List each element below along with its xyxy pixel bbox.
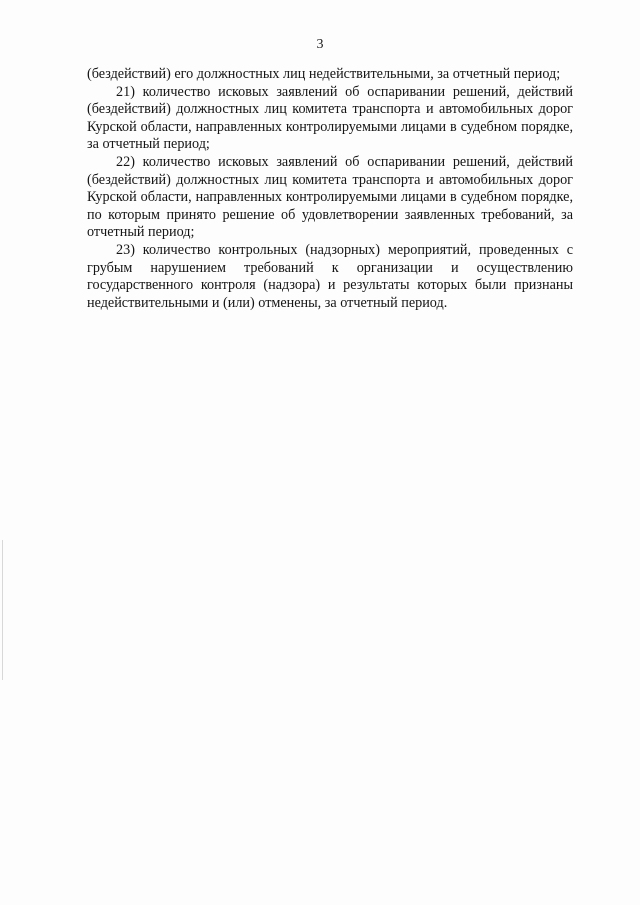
document-body bbox=[87, 66, 573, 312]
paragraph-item-21: 21) количество исковых заявлений об оспаривании решений, действий (бездействий) должностных лиц комитета транспорта и автомобильных дорог Курской области, направленных контролируемыми лицами в судебном порядке, за отчетный период; bbox=[87, 83, 573, 153]
scan-edge-mark bbox=[2, 540, 3, 680]
paragraph-item-23: 23) количество контрольных (надзорных) мероприятий, проведенных с грубым нарушением требований к организации и осуществлению государственного контроля (надзора) и результаты которых были признаны недействительными и (или) отменены, за отчетный период. bbox=[87, 241, 573, 311]
page-number: 3 bbox=[316, 37, 324, 52]
paragraph-continuation: (бездействий) его должностных лиц недействительными, за отчетный период; bbox=[87, 66, 561, 82]
paragraph-item-22: 22) количество исковых заявлений об оспаривании решений, действий (бездействий) должностных лиц комитета транспорта и автомобильных дорог Курской области, направленных контролируемыми лицами в судебном порядке, по которым принято решение об удовлетворении заявленных требований, за отчетный период; bbox=[87, 153, 573, 241]
